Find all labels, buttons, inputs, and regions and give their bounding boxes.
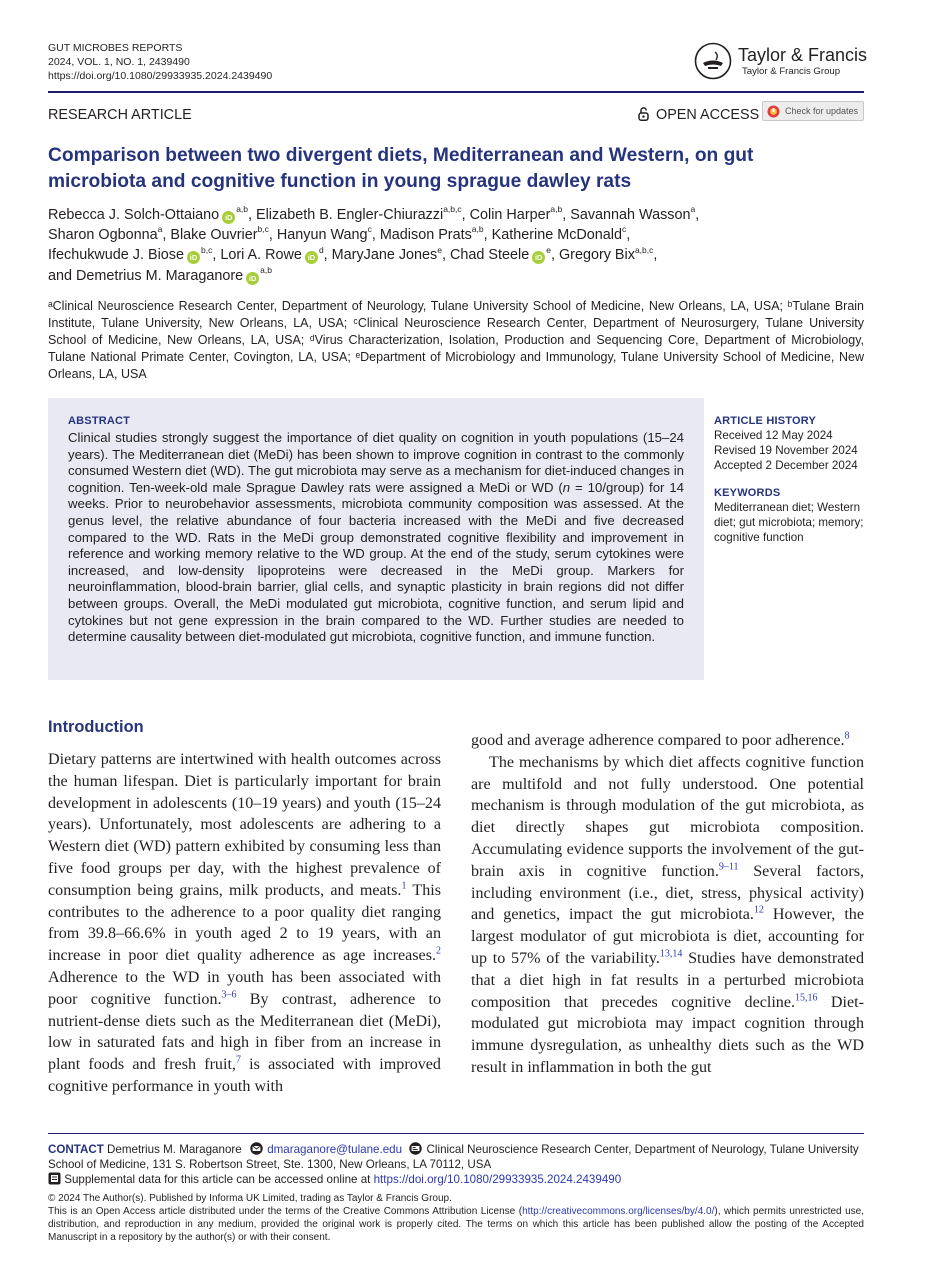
- abstract-text-part2: = 10/group) for 14 weeks. Prior to neurobehavior assessments, microbiota community composition was assessed. At the genus level, the relative abundance of four bacteria increased with the MeDi and five decreased compared to the WD. Rats in the MeDi group demonstrated cognitive flexibility and improvement in reference and working memory relative to the WD group. At the end of the study, serum cytokines were increased, and low-density lipoproteins were decreased in the MeDi group. Markers for neuroinflammation, blood-brain barrier, glial cells, and synaptic plasticity in brain regions did not differ between groups. Overall, the MeDi modulated gut microbiota, cognitive function, and serum lipid and cytokines but not gene expression in the brain compared to the WD. Further studies are needed to determine causality between diet-modulated gut microbiota, cognitive function, and immune function.: [68, 479, 684, 645]
- author-affil: a: [690, 204, 696, 215]
- author-affil: d: [318, 244, 324, 255]
- introduction-heading: Introduction: [48, 718, 144, 736]
- author-sep: ,: [212, 247, 221, 264]
- author-affil: a,b: [550, 204, 563, 215]
- author-name[interactable]: Rebecca J. Solch-Ottaiano: [48, 207, 220, 223]
- contact-email[interactable]: dmaraganore@tulane.edu: [267, 1143, 403, 1156]
- article-history: [714, 415, 864, 473]
- address-icon: [408, 1142, 423, 1155]
- author-name[interactable]: Elizabeth B. Engler-Chiurazzi: [256, 207, 444, 223]
- author-affil: c: [367, 224, 372, 235]
- publisher-group: Taylor & Francis Group: [742, 66, 841, 77]
- author-name[interactable]: Blake Ouvrier: [170, 227, 258, 244]
- journal-doi[interactable]: https://doi.org/10.1080/29933935.2024.2439490: [48, 70, 273, 82]
- author-name[interactable]: Madison Prats: [379, 227, 472, 244]
- text-run: Adherence to the WD in youth has been associated with poor cognitive function.: [48, 968, 441, 1008]
- publisher-name: Taylor & Francis: [738, 45, 868, 65]
- author-name[interactable]: Chad Steele: [450, 247, 530, 264]
- keywords: [714, 487, 864, 545]
- author-affil: c: [622, 224, 627, 235]
- intro-paragraph-1: [48, 749, 441, 1098]
- check-updates-label: Check for updates: [785, 106, 859, 116]
- text-run: The mechanisms by which diet affects cognitive function are multifold and not fully understood. One potential mechanism is through modulation of the gut microbiota, as diet directly shapes gut microbiota composition. Accumulating evidence supports the involvement of the gut-brain axis in cognitive function.: [471, 753, 864, 880]
- contact-name: Demetrius M. Maraganore: [107, 1143, 242, 1156]
- author-affil: a: [157, 224, 163, 235]
- open-access-label: OPEN ACCESS: [656, 107, 760, 123]
- citation-link[interactable]: 8: [844, 730, 850, 742]
- citation-link[interactable]: 7: [235, 1054, 241, 1066]
- body-column-right: [471, 730, 864, 1079]
- history-heading: ARTICLE HISTORY: [714, 415, 817, 427]
- article-title: [48, 143, 868, 195]
- author-sep: ,: [248, 207, 257, 223]
- author-affil: a,b,c: [443, 204, 462, 215]
- text-run: Diet-modulated gut microbiota may impact cognition through immune dysregulation, as unhealthy diets such as the WD result in inflammation in both the gut: [471, 993, 864, 1076]
- author-sep: ,: [695, 207, 700, 223]
- orcid-icon[interactable]: iD: [187, 251, 200, 264]
- author-affil: b,c: [257, 224, 269, 235]
- contact-block: [48, 1142, 868, 1172]
- header-rule: [48, 91, 864, 93]
- author-line-3: [48, 245, 870, 265]
- contact-label: CONTACT: [48, 1143, 104, 1156]
- email-icon: [249, 1142, 264, 1155]
- author-affil: e: [437, 244, 442, 255]
- publisher-lamp-icon: [694, 42, 732, 80]
- supplemental-icon: [48, 1172, 61, 1185]
- author-affil: b,c: [201, 244, 213, 255]
- author-sep: ,: [442, 247, 450, 264]
- text-run: However, the largest modulator of gut microbiota is diet, accounting for up to 57% of the variability.: [471, 906, 864, 967]
- author-name[interactable]: MaryJane Jones: [331, 247, 438, 264]
- orcid-icon[interactable]: iD: [305, 251, 318, 264]
- text-run: Studies have demonstrated that a diet high in fat results in a perturbed microbiota composition that precedes cognitive decline.: [471, 949, 864, 1011]
- author-sep: ,: [268, 227, 277, 244]
- intro-paragraph-2: [471, 752, 864, 1079]
- history-revised: Revised 19 November 2024: [714, 444, 858, 457]
- license-text: [48, 1205, 864, 1244]
- citation-link[interactable]: 3–6: [221, 989, 237, 1001]
- abstract-n: n: [562, 479, 571, 495]
- abstract-text: [68, 430, 684, 646]
- author-name[interactable]: and Demetrius M. Maraganore: [48, 267, 244, 284]
- text-run: Dietary patterns are intertwined with health outcomes across the human lifespan. Diet is particularly important for brain development in adolescents (10–19 years) and youth (15–24 years). Unfortunately, most adolescents are adhering to a Western diet (WD) pattern exhibited by consuming less than five food groups per day, with the highest prevalence of consumption being grains, milk products, and meats.: [48, 751, 441, 899]
- author-name[interactable]: Ifechukwude J. Biose: [48, 247, 184, 264]
- publisher-logo[interactable]: [694, 42, 874, 82]
- license-link[interactable]: http://creativecommons.org/licenses/by/4.0/: [522, 1206, 715, 1217]
- footer-rule: [48, 1133, 864, 1134]
- author-affil: e: [546, 244, 551, 255]
- abstract-heading: ABSTRACT: [68, 415, 131, 427]
- abstract-box: [48, 398, 704, 680]
- contact-address: Clinical Neuroscience Research Center, Department of Neurology, Tulane University School of Medicine, 131 S. Robertson Street, Ste. 1300, New Orleans, LA 70112, USA: [48, 1143, 859, 1171]
- citation-link[interactable]: 13,14: [659, 948, 683, 960]
- citation-link[interactable]: 2: [436, 945, 441, 957]
- author-name[interactable]: Gregory Bix: [558, 247, 635, 264]
- abstract-text-part1: Clinical studies strongly suggest the importance of diet quality on cognition in youth populations (15–24 years). The Mediterranean diet (MeDi) has been shown to improve cognition in contrast to the commonly consumed Western diet (WD). The gut microbiota may serve as a mechanism for diet-induced changes in cognition. Ten-week-old male Sprague Dawley rats were assigned a MeDi or WD (: [68, 430, 684, 495]
- author-name[interactable]: Colin Harper: [469, 207, 551, 223]
- citation-link[interactable]: 1: [401, 880, 407, 892]
- citation-link[interactable]: 12: [753, 905, 764, 917]
- journal-name: GUT MICROBES REPORTS: [48, 42, 183, 54]
- text-run: Several factors, including environment (i.e., diet, stress, physical activity) and genetics, impact the gut microbiota.: [471, 862, 864, 924]
- body-column-left: [48, 749, 441, 1098]
- open-lock-icon: [638, 106, 649, 121]
- author-affil: a,b: [236, 204, 249, 215]
- supplemental-line: [48, 1172, 868, 1187]
- title-line-2: microbiota and cognitive function in young sprague dawley rats: [48, 171, 632, 192]
- author-line-1: [48, 205, 870, 225]
- supplemental-link[interactable]: https://doi.org/10.1080/29933935.2024.2439490: [373, 1173, 622, 1186]
- keywords-heading: KEYWORDS: [714, 487, 781, 499]
- history-accepted: Accepted 2 December 2024: [714, 459, 858, 472]
- author-line-4: [48, 266, 870, 286]
- author-sep: ,: [626, 227, 631, 244]
- citation-link[interactable]: 9–11: [718, 861, 739, 873]
- affiliations: ᵃClinical Neuroscience Research Center, Department of Neurology, Tulane University School of Medicine, New Orleans, LA, USA; ᵇTulane Brain Institute, Tulane University, New Orleans, LA, USA; ᶜClinical Neuroscience Research Center, Department of Neurosurgery, Tulane University School of Medicine, New Orleans, LA, USA; ᵈVirus Characterization, Isolation, Production and Sequencing Core, Department of Microbiology, Tulane National Primate Center, Covington, LA, USA; ᵉDepartment of Microbiology and Immunology, Tulane University School of Medicine, New Orleans, LA, USA: [48, 299, 864, 381]
- author-sep: ,: [461, 207, 470, 223]
- citation-link[interactable]: 15,16: [795, 992, 818, 1004]
- intro-paragraph-1-cont: [471, 730, 864, 752]
- open-access-badge[interactable]: [638, 106, 759, 124]
- author-sep: ,: [483, 227, 492, 244]
- text-run: is associated with improved cognitive performance in youth with: [48, 1056, 441, 1095]
- author-sep: ,: [371, 227, 380, 244]
- author-sep: ,: [162, 227, 171, 244]
- text-run: good and average adherence compared to poor adherence.: [471, 732, 845, 749]
- author-name[interactable]: Sharon Ogbonna: [48, 227, 158, 244]
- author-sep: ,: [653, 247, 658, 264]
- journal-volume: 2024, VOL. 1, NO. 1, 2439490: [48, 56, 190, 68]
- check-updates-icon: [767, 105, 780, 118]
- article-type: RESEARCH ARTICLE: [48, 107, 192, 123]
- orcid-icon[interactable]: iD: [222, 211, 235, 224]
- copyright: © 2024 The Author(s). Published by Informa UK Limited, trading as Taylor & Francis Group.: [48, 1193, 452, 1204]
- author-affil: a,b,c: [634, 244, 654, 255]
- journal-info: [48, 41, 272, 83]
- text-run: This contributes to the adherence to a poor quality diet ranging from 39.8–66.6% in youth aged 2 to 19 years, with an increase in poor diet quality adherence as age increases.: [48, 881, 441, 965]
- author-line-2: [48, 225, 870, 245]
- orcid-icon[interactable]: iD: [246, 272, 259, 285]
- text-run: By contrast, adherence to nutrient-dense diets such as the Mediterranean diet (MeDi), low in saturated fats and high in fiber from an increase in plant foods and fresh fruit,: [48, 990, 442, 1074]
- title-line-1: Comparison between two divergent diets, Mediterranean and Western, on gut: [48, 145, 754, 166]
- author-sep: ,: [323, 247, 332, 264]
- history-received: Received 12 May 2024: [714, 429, 833, 442]
- author-list: [48, 205, 870, 286]
- orcid-icon[interactable]: iD: [532, 251, 545, 264]
- author-sep: ,: [562, 207, 571, 223]
- author-sep: ,: [550, 247, 559, 264]
- author-affil: a,b: [471, 224, 484, 235]
- keywords-text: Mediterranean diet; Western diet; gut microbiota; memory; cognitive function: [714, 501, 864, 544]
- author-affil: a,b: [260, 264, 272, 275]
- author-name[interactable]: Lori A. Rowe: [220, 247, 302, 264]
- check-updates-button[interactable]: [762, 101, 864, 121]
- author-name[interactable]: Katherine McDonald: [491, 227, 623, 244]
- supplemental-text: Supplemental data for this article can be accessed online at: [64, 1173, 371, 1186]
- license-part-b: ), which permits unrestricted use, distribution, and reproduction in any medium, provided the original work is properly cited. The terms on which this article has been published allow the posting of the Accepted Manuscript in a repository by the author(s) or with their consent.: [48, 1206, 864, 1243]
- license-part-a: This is an Open Access article distributed under the terms of the Creative Commons Attribution License (: [48, 1206, 523, 1217]
- author-name[interactable]: Savannah Wasson: [570, 207, 691, 223]
- author-name[interactable]: Hanyun Wang: [276, 227, 368, 244]
